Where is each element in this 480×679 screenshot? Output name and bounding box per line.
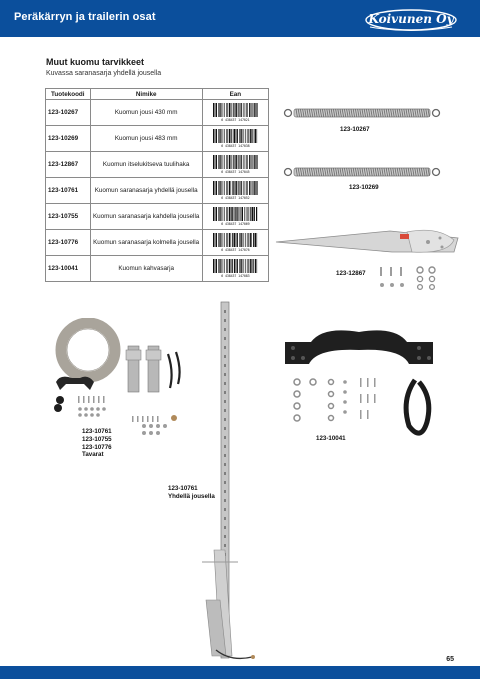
table-row (46, 230, 269, 256)
product-table (45, 88, 269, 282)
ean-cell (202, 256, 268, 282)
ean-cell (202, 204, 268, 230)
product-code: 123-10761 (46, 178, 91, 204)
product-code: 123-10269 (46, 126, 91, 152)
product-name: Kuomun saranasarja yhdellä jousella (90, 178, 202, 204)
barcode (210, 102, 260, 121)
column-header-ean: Ean (202, 89, 268, 100)
ean-number: 6 438437 147045 (210, 170, 260, 174)
product-code: 123-10776 (46, 230, 91, 256)
table-row (46, 100, 269, 126)
hinge-label-line: 123-10761 (168, 485, 198, 492)
product-name: Kuomun saranasarja kahdella jousella (90, 204, 202, 230)
label-single-spring-hinge (168, 485, 215, 501)
label-hinge-kits (82, 428, 112, 459)
product-code: 123-10267 (46, 100, 91, 126)
label-spring-483: 123-10269 (349, 184, 379, 191)
table-row (46, 204, 269, 230)
section-title: Muut kuomu tarvikkeet (46, 57, 145, 67)
kit-label-line: 123-10761 (82, 428, 112, 435)
stay-fasteners-image (376, 265, 442, 291)
ean-number: 6 438437 147052 (210, 196, 260, 200)
section-subtitle: Kuvassa saranasarja yhdellä jousella (46, 70, 162, 77)
product-name: Kuomun itselukitseva tuulihaka (90, 152, 202, 178)
product-name: Kuomun kahvasarja (90, 256, 202, 282)
table-row (46, 152, 269, 178)
hinge-kit-image (50, 318, 195, 428)
barcode (210, 180, 260, 199)
barcode (210, 206, 260, 225)
barcode (210, 154, 260, 173)
product-code: 123-10755 (46, 204, 91, 230)
product-code: 123-12867 (46, 152, 91, 178)
kit-label-line: 123-10776 (82, 443, 112, 451)
ean-number: 6 438437 147069 (210, 222, 260, 226)
table-row (46, 178, 269, 204)
ean-number: 6 438437 147038 (210, 144, 260, 148)
product-name: Kuomun saranasarja kolmella jousella (90, 230, 202, 256)
ean-cell (202, 100, 268, 126)
product-name: Kuomun jousi 430 mm (90, 100, 202, 126)
table-row (46, 256, 269, 282)
header-title: Peräkärryn ja trailerin osat (14, 11, 156, 23)
label-spring-430: 123-10267 (340, 126, 370, 133)
footer-bar (0, 666, 480, 679)
table-header-row (46, 89, 269, 100)
label-handle-kit: 123-10041 (316, 435, 346, 442)
ean-cell (202, 178, 268, 204)
handle-kit-image (283, 330, 438, 448)
kit-label-line: 123-10755 (82, 435, 112, 443)
ean-cell (202, 230, 268, 256)
page-header (0, 0, 480, 37)
product-name: Kuomun jousi 483 mm (90, 126, 202, 152)
ean-number: 6 438437 147021 (210, 118, 260, 122)
barcode (210, 258, 260, 277)
spring-image-430 (282, 105, 442, 121)
company-logo (364, 7, 458, 33)
barcode (210, 128, 260, 147)
ean-number: 6 438437 147083 (210, 274, 260, 278)
kit-washers-image (140, 422, 170, 440)
ean-cell (202, 152, 268, 178)
label-wind-stay: 123-12867 (336, 270, 366, 277)
ean-number: 6 438437 147076 (210, 248, 260, 252)
column-header-name: Nimike (90, 89, 202, 100)
spring-image-483 (282, 164, 442, 180)
kit-label-line: Tavarat (82, 451, 104, 459)
logo-text: Koivunen Oy (368, 12, 454, 26)
barcode (210, 232, 260, 251)
wind-stay-image (272, 218, 462, 266)
hinge-image (196, 300, 266, 666)
column-header-code: Tuotekoodi (46, 89, 91, 100)
hinge-label-line: Yhdellä jousella (168, 492, 215, 500)
table-row (46, 126, 269, 152)
page-number: 65 (446, 656, 454, 663)
product-code: 123-10041 (46, 256, 91, 282)
ean-cell (202, 126, 268, 152)
